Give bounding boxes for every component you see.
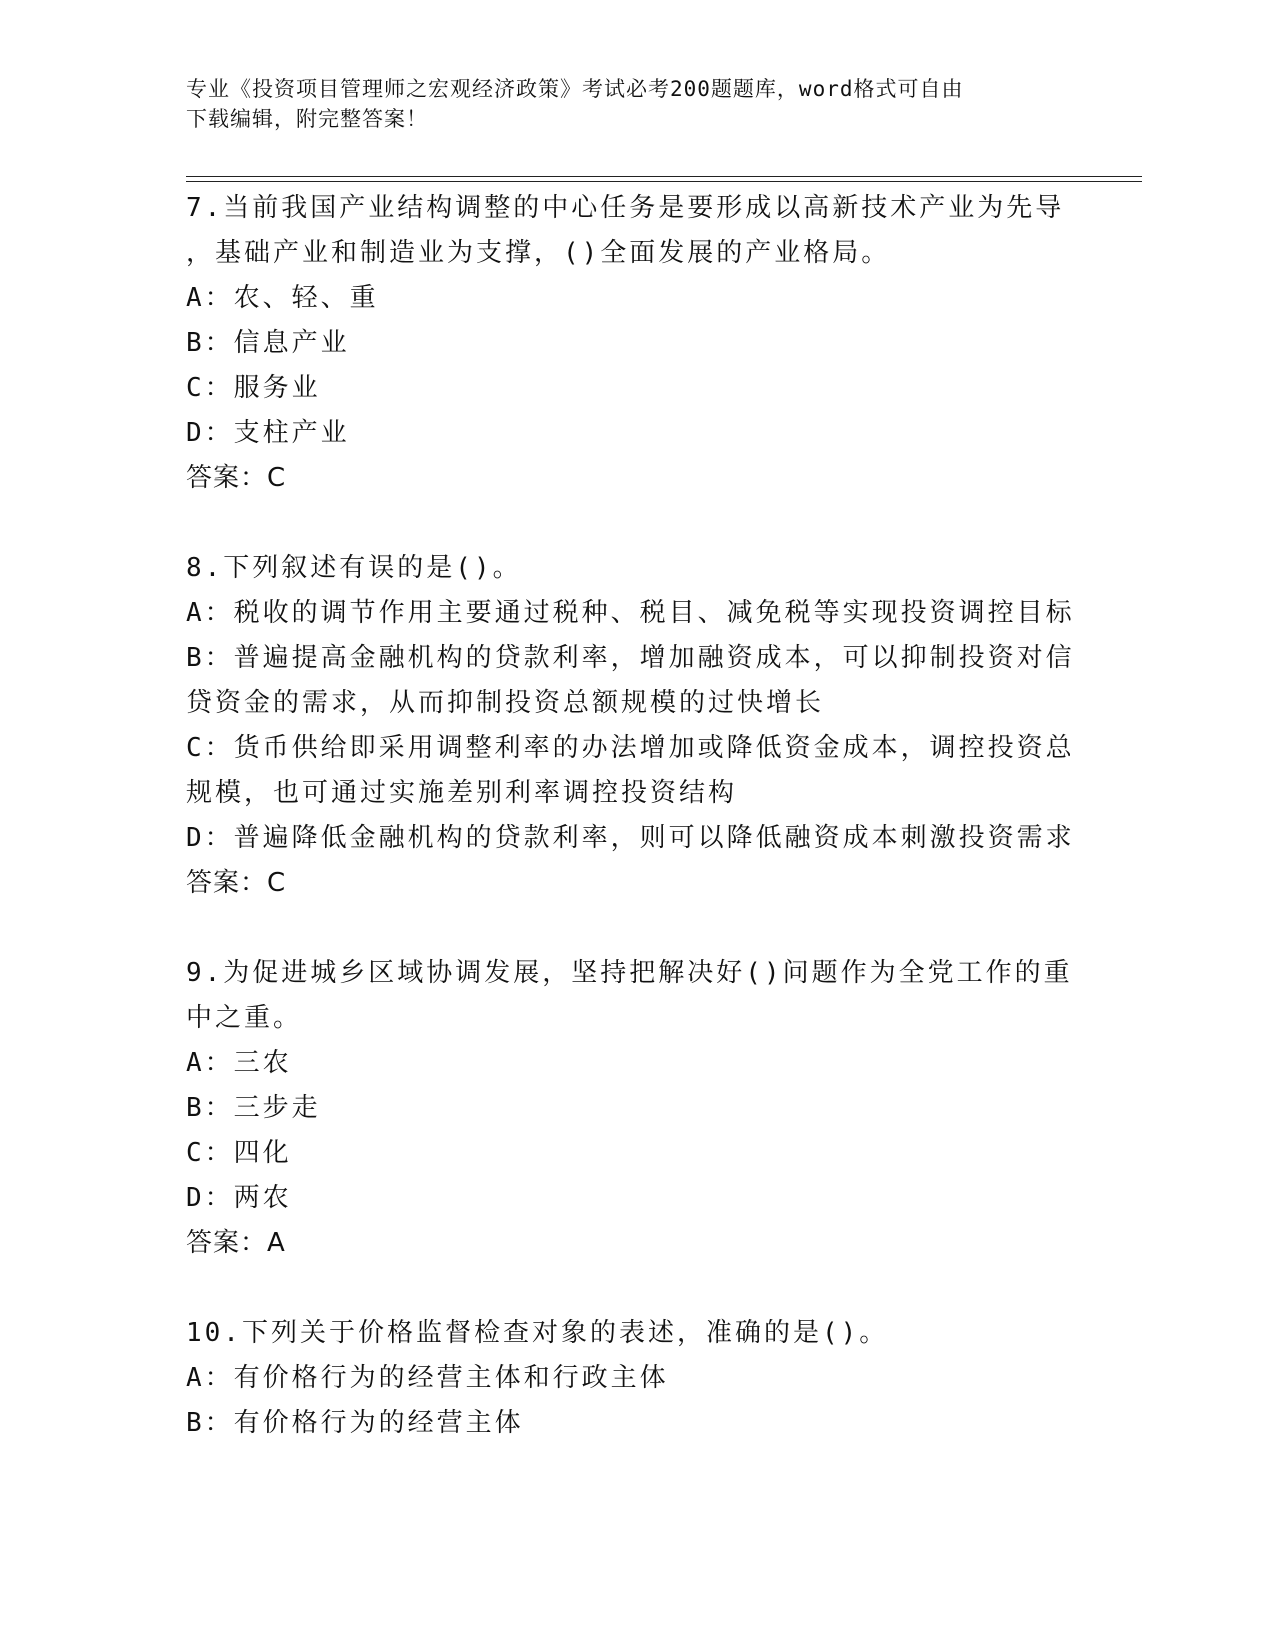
header-divider-bottom [186,181,1142,182]
question-10 [186,1311,1086,1446]
question-9 [186,951,1086,1266]
question-stem-line: ，基础产业和制造业为支撑，()全面发展的产业格局。 [186,238,891,268]
header-divider-top [186,176,1142,177]
question-spacer [186,906,1086,951]
answer-line: 答案：C [186,868,287,898]
question-stem-line: 中之重。 [186,1003,303,1033]
answer-line: 答案：A [186,1228,286,1258]
question-7 [186,186,1086,501]
option-c: C：货币供给即采用调整利率的办法增加或降低资金成本，调控投资总 [186,733,1075,763]
question-stem-line: 10.下列关于价格监督检查对象的表述，准确的是()。 [186,1318,889,1348]
question-stem-line: 9.为促进城乡区域协调发展，坚持把解决好()问题作为全党工作的重 [186,958,1073,988]
option-d: D：支柱产业 [186,418,350,448]
question-8 [186,546,1086,906]
option-b-continued: 贷资金的需求，从而抑制投资总额规模的过快增长 [186,688,825,718]
question-stem-line: 7.当前我国产业结构调整的中心任务是要形成以高新技术产业为先导 [186,193,1065,223]
header-line-1: 专业《投资项目管理师之宏观经济政策》考试必考200题题库，word格式可自由 [186,77,964,101]
document-header [186,74,1066,134]
header-line-2: 下载编辑，附完整答案！ [186,107,428,131]
question-spacer [186,1266,1086,1311]
option-b: B：有价格行为的经营主体 [186,1408,524,1438]
question-spacer [186,501,1086,546]
option-b: B：普遍提高金融机构的贷款利率，增加融资成本，可以抑制投资对信 [186,643,1075,673]
option-a: A：有价格行为的经营主体和行政主体 [186,1363,669,1393]
question-list [186,186,1086,1446]
question-stem-line: 8.下列叙述有误的是()。 [186,553,522,583]
option-a: A：三农 [186,1048,292,1078]
option-b: B：三步走 [186,1093,321,1123]
option-c-continued: 规模，也可通过实施差别利率调控投资结构 [186,778,738,808]
option-c: C：服务业 [186,373,321,403]
option-b: B：信息产业 [186,328,350,358]
option-a: A：税收的调节作用主要通过税种、税目、减免税等实现投资调控目标 [186,598,1075,628]
option-a: A：农、轻、重 [186,283,379,313]
option-d: D：普遍降低金融机构的贷款利率，则可以降低融资成本刺激投资需求 [186,823,1075,853]
option-c: C：四化 [186,1138,292,1168]
option-d: D：两农 [186,1183,292,1213]
answer-line: 答案：C [186,463,287,493]
